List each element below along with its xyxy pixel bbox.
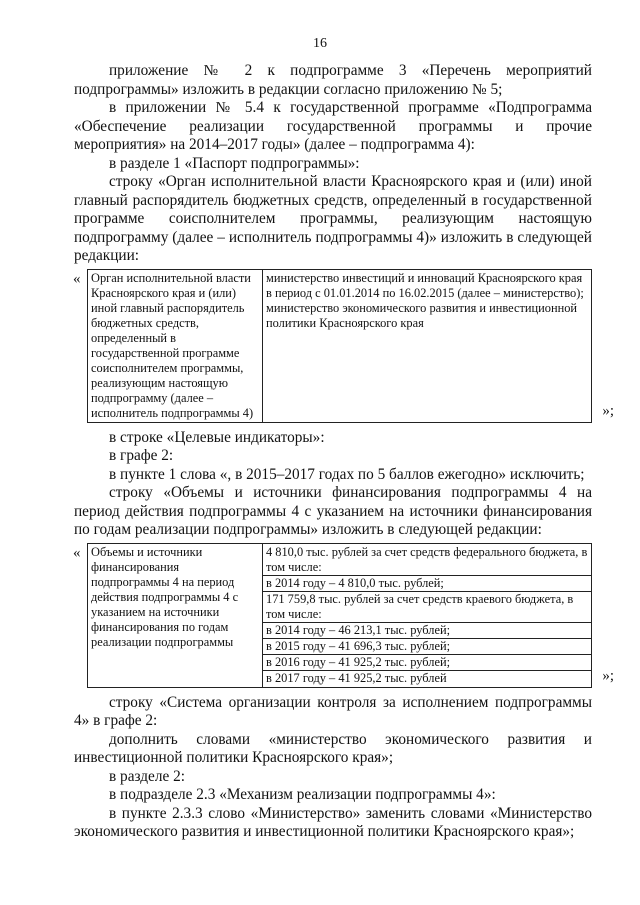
paragraph: в пункте 1 слова «, в 2015–2017 годах по 5 баллов ежегодно» исключить; xyxy=(109,465,585,483)
passport-table-financing xyxy=(73,543,614,688)
paragraphs-top xyxy=(74,62,592,266)
paragraph: приложение № 2 к подпрограмме 3 «Перечень мероприятий подпрограммы» изложить в редакции согласно приложению № 5; xyxy=(74,62,592,98)
paragraph: строку «Система организации контроля за исполнением подпрограммы 4» в графе 2: xyxy=(74,693,592,729)
close-quote: »; xyxy=(602,668,614,684)
page-number: 16 xyxy=(313,36,327,51)
table-cell-left: Орган исполнительной власти Красноярского края и (или) иной главный распорядитель бюджетных средств, определенный в государственной программе соисполнителем программы, реализующим настоящую подпрограмму (далее – исполнитель подпрограммы 4) xyxy=(88,269,263,422)
paragraph: в подразделе 2.3 «Механизм реализации подпрограммы 4»: xyxy=(109,786,496,803)
paragraph: дополнить словами «министерство экономического развития и инвестиционной политики Красноярского края»; xyxy=(74,730,592,766)
paragraphs-mid xyxy=(74,429,592,540)
passport-table-executor xyxy=(73,269,614,423)
table-row xyxy=(88,543,592,687)
inset-table xyxy=(87,543,592,688)
cell-text: министерство инвестиций и инноваций Красноярского края в период с 01.01.2014 по 16.02.2015 (далее – министерство); xyxy=(266,270,584,300)
cell-line: в 2015 году – 41 696,3 тыс. рублей; xyxy=(263,639,591,655)
paragraphs-bottom xyxy=(74,694,592,842)
paragraph: в приложении № 5.4 к государственной программе «Подпрограмма «Обеспечение реализации государственной программы и прочие мероприятия» на 2014–2017 годы» (далее – подпрограмма 4): xyxy=(74,99,592,153)
cell-line: 171 759,8 тыс. рублей за счет средств краевого бюджета, в том числе: xyxy=(263,592,591,623)
paragraph: в разделе 2: xyxy=(109,767,185,785)
open-quote: « xyxy=(73,544,81,561)
cell-text: министерство экономического развития и инвестиционной политики Красноярского края xyxy=(266,300,578,330)
cell-line: 4 810,0 тыс. рублей за счет средств федерального бюджета, в том числе: xyxy=(263,545,591,576)
cell-line: в 2017 году – 41 925,2 тыс. рублей xyxy=(266,670,447,685)
paragraph: строку «Орган исполнительной власти Красноярского края и (или) иной главный распорядитель бюджетных средств, определенный в государственной программе соисполнителем программы, реализующим настоящую подпрограмму (далее – исполнитель подпрограммы 4)» изложить в следующей редакции: xyxy=(74,173,592,264)
paragraph: в пункте 2.3.3 слово «Министерство» заменить словами «Министерство экономического развития и инвестиционной политики Красноярского края»; xyxy=(74,804,592,840)
open-quote: « xyxy=(73,270,81,287)
table-cell-left: Объемы и источники финансирования подпрограммы 4 на период действия подпрограммы 4 с указанием на источники финансирования по годам реализации подпрограммы xyxy=(88,543,263,687)
paragraph: в разделе 1 «Паспорт подпрограммы»: xyxy=(109,154,360,172)
table-cell-right xyxy=(263,543,592,687)
paragraph: строку «Объемы и источники финансирования подпрограммы 4 на период действия подпрограммы 4 с указанием на источники финансирования по годам реализации подпрограммы» изложить в следующей редакции: xyxy=(74,484,592,538)
cell-line: в 2014 году – 4 810,0 тыс. рублей; xyxy=(263,576,591,592)
paragraph: в строке «Целевые индикаторы»: xyxy=(109,428,325,446)
document-body xyxy=(73,62,614,842)
cell-line: в 2014 году – 46 213,1 тыс. рублей; xyxy=(263,623,591,639)
table-row xyxy=(88,269,592,422)
cell-line: в 2016 году – 41 925,2 тыс. рублей; xyxy=(263,655,591,671)
inset-table xyxy=(87,269,592,423)
table-cell-right xyxy=(263,269,592,422)
paragraph: в графе 2: xyxy=(109,447,174,464)
close-quote: »; xyxy=(602,403,614,419)
